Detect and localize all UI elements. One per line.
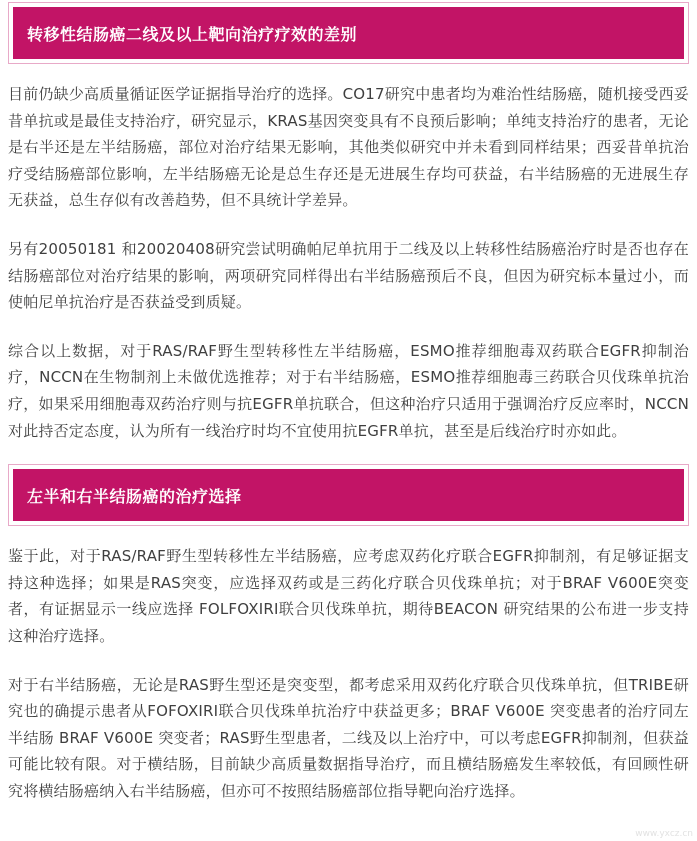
watermark: www.yxcz.cn: [635, 829, 693, 839]
paragraph-1: 目前仍缺少高质量循证医学证据指导治疗的选择。CO17研究中患者均为难治性结肠癌，随机接受西妥昔单抗或是最佳支持治疗，研究显示，KRAS基因突变具有不良预后影响；单纯支持治疗的患者，无论是右半还是左半结肠癌，部位对治疗结果无影响，其他类似研究中并未看到同样结果；西妥昔单抗治疗受结肠癌部位影响，左半结肠癌无论是总生存还是无进展生存均可获益，右半结肠癌的无进展生存无获益，总生存似有改善趋势，但不具统计学差异。: [8, 85, 689, 210]
paragraph-3: 综合以上数据，对于RAS/RAF野生型转移性左半结肠癌，ESMO推荐细胞毒双药联合EGFR抑制治疗，NCCN在生物制剂上未做优选推荐；对于右半结肠癌，ESMO推荐细胞毒三药联合贝伐珠单抗治疗，如果采用细胞毒双药治疗则与抗EGFR单抗联合，但这种治疗只适用于强调治疗反应率时，NCCN对此持否定态度，认为所有一线治疗时均不宜使用抗EGFR单抗，甚至是后线治疗时亦如此。: [8, 341, 689, 440]
section-title-2: 左半和右半结肠癌的治疗选择: [13, 469, 684, 521]
section-header-1: [8, 2, 689, 64]
section-header-2: [8, 464, 689, 526]
paragraph-5: 对于右半结肠癌，无论是RAS野生型还是突变型，都考虑采用双药化疗联合贝伐珠单抗，但TRIBE研究也的确提示患者从FOFOXIRI联合贝伐珠单抗治疗中获益更多；BRAF V600E 突变患者的治疗同左半结肠 BRAF V600E 突变者；RAS野生型患者，二线及以上治疗中，可以考虑EGFR抑制剂，但获益可能比较有限。对于横结肠，目前缺少高质量数据指导治疗，而且横结肠癌发生率较低，有回顾性研究将横结肠癌纳入右半结肠癌，但亦可不按照结肠癌部位指导靶向治疗选择。: [8, 675, 689, 800]
paragraph-2: 另有20050181 和20020408研究尝试明确帕尼单抗用于二线及以上转移性结肠癌治疗时是否也存在结肠癌部位对治疗结果的影响，两项研究同样得出右半结肠癌预后不良，但因为研究标本量过小，而使帕尼单抗治疗是否获益受到质疑。: [8, 239, 689, 312]
paragraph-4: 鉴于此，对于RAS/RAF野生型转移性左半结肠癌，应考虑双药化疗联合EGFR抑制剂，有足够证据支持这种选择；如果是RAS突变，应选择双药或是三药化疗联合贝伐珠单抗；对于BRAF V600E突变者，有证据显示一线应选择 FOLFOXIRI联合贝伐珠单抗，期待BEACON 研究结果的公布进一步支持这种治疗选择。: [8, 547, 689, 645]
section-title-1: 转移性结肠癌二线及以上靶向治疗疗效的差别: [13, 7, 684, 59]
